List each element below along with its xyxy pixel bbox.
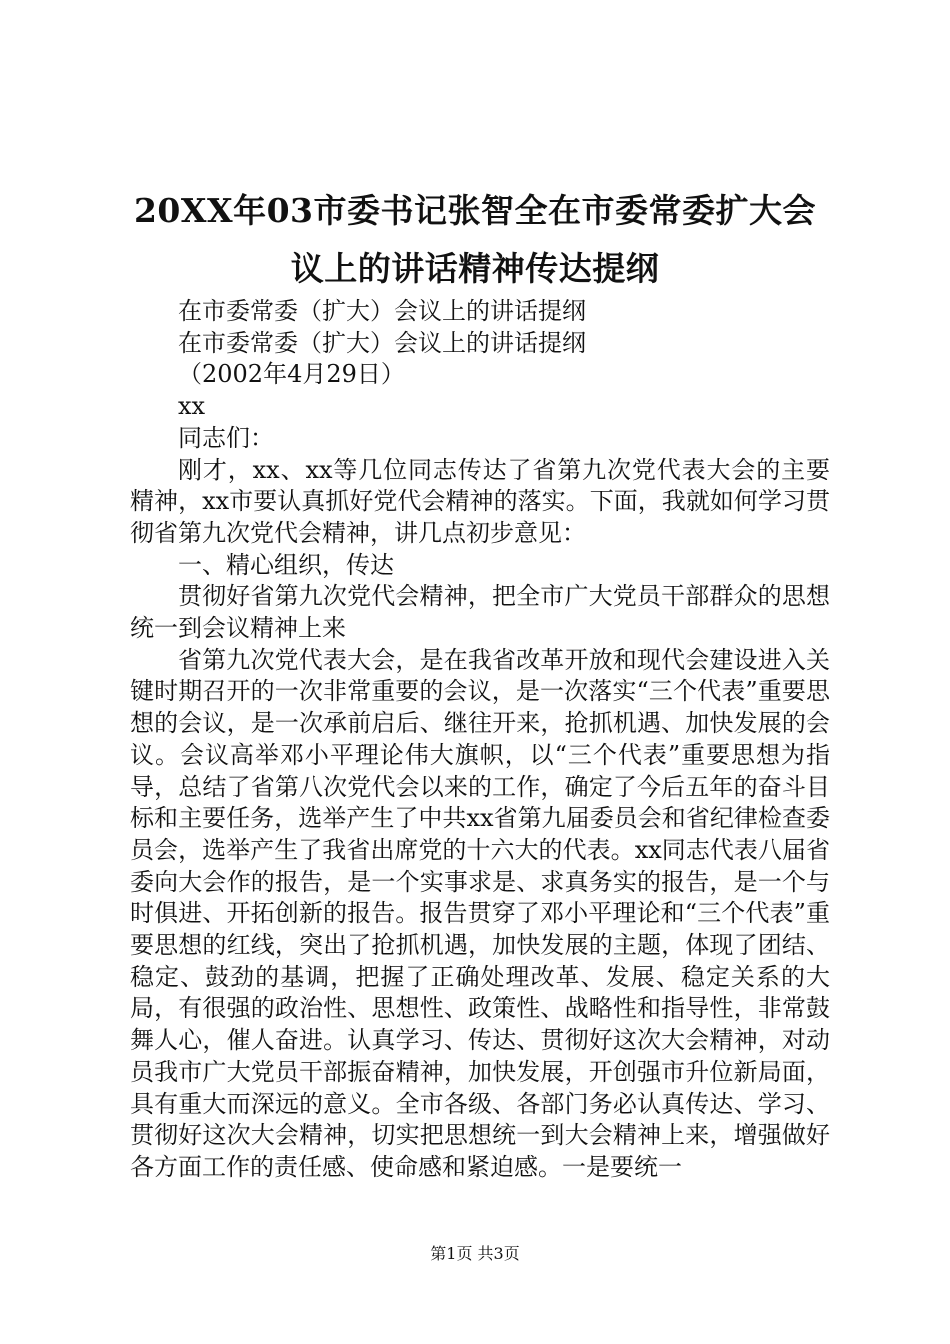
subtitle-line: 在市委常委（扩大）会议上的讲话提纲 [178, 328, 586, 357]
title-line-1: 20XX年03市委书记张智全在市委常委扩大会 [133, 191, 817, 230]
title-line-2: 议上的讲话精神传达提纲 [290, 249, 660, 288]
document-body [130, 296, 830, 1184]
body-paragraph: 贯彻好省第九次党代会精神，把全市广大党员干部群众的思想统一到会议精神上来 [130, 582, 830, 643]
body-paragraph: 刚才，xx、xx等几位同志传达了省第九次党代表大会的主要精神，xx市要认真抓好党代会精神的落实。下面，我就如何学习贯彻省第九次党代会精神，讲几点初步意见： [130, 455, 830, 547]
page-footer: 第1页 共3页 [430, 1244, 520, 1263]
subtitle-line: 在市委常委（扩大）会议上的讲话提纲 [178, 297, 586, 325]
date-line: （2002年4月29日） [178, 360, 405, 389]
body-paragraph: 省第九次党代表大会，是在我省改革开放和现代会建设进入关键时期召开的一次非常重要的会议，是一次落实“三个代表”重要思想的会议，是一次承前启后、继往开来，抢抓机遇、加快发展的会议。会议高举邓小平理论伟大旗帜，以“三个代表”重要思想为指导，总结了省第八次党代会以来的工作，确定了今后五年的奋斗目标和主要任务，选举产生了中共xx省第九届委员会和省纪律检查委员会，选举产生了我省出席党的十六大的代表。xx同志代表八届省委向大会作的报告，是一个实事求是、求真务实的报告，是一个与时俱进、开拓创新的报告。报告贯穿了邓小平理论和“三个代表”重要思想的红线，突出了抢抓机遇，加快发展的主题，体现了团结、稳定、鼓劲的基调，把握了正确处理改革、发展、稳定关系的大局，有很强的政治性、思想性、政策性、战略性和指导性，非常鼓舞人心，催人奋进。认真学习、传达、贯彻好这次大会精神，对动员我市广大党员干部振奋精神，加快发展，开创强市升位新局面，具有重大而深远的意义。全市各级、各部门务必认真传达、学习、贯彻好这次大会精神，切实把思想统一到大会精神上来，增强做好各方面工作的责任感、使命感和紧迫感。一是要统一 [130, 645, 830, 1181]
speaker-line: xx [178, 392, 206, 421]
section-heading: 一、精心组织，传达 [178, 550, 394, 579]
salutation: 同志们： [178, 423, 274, 452]
document-title [80, 182, 870, 298]
